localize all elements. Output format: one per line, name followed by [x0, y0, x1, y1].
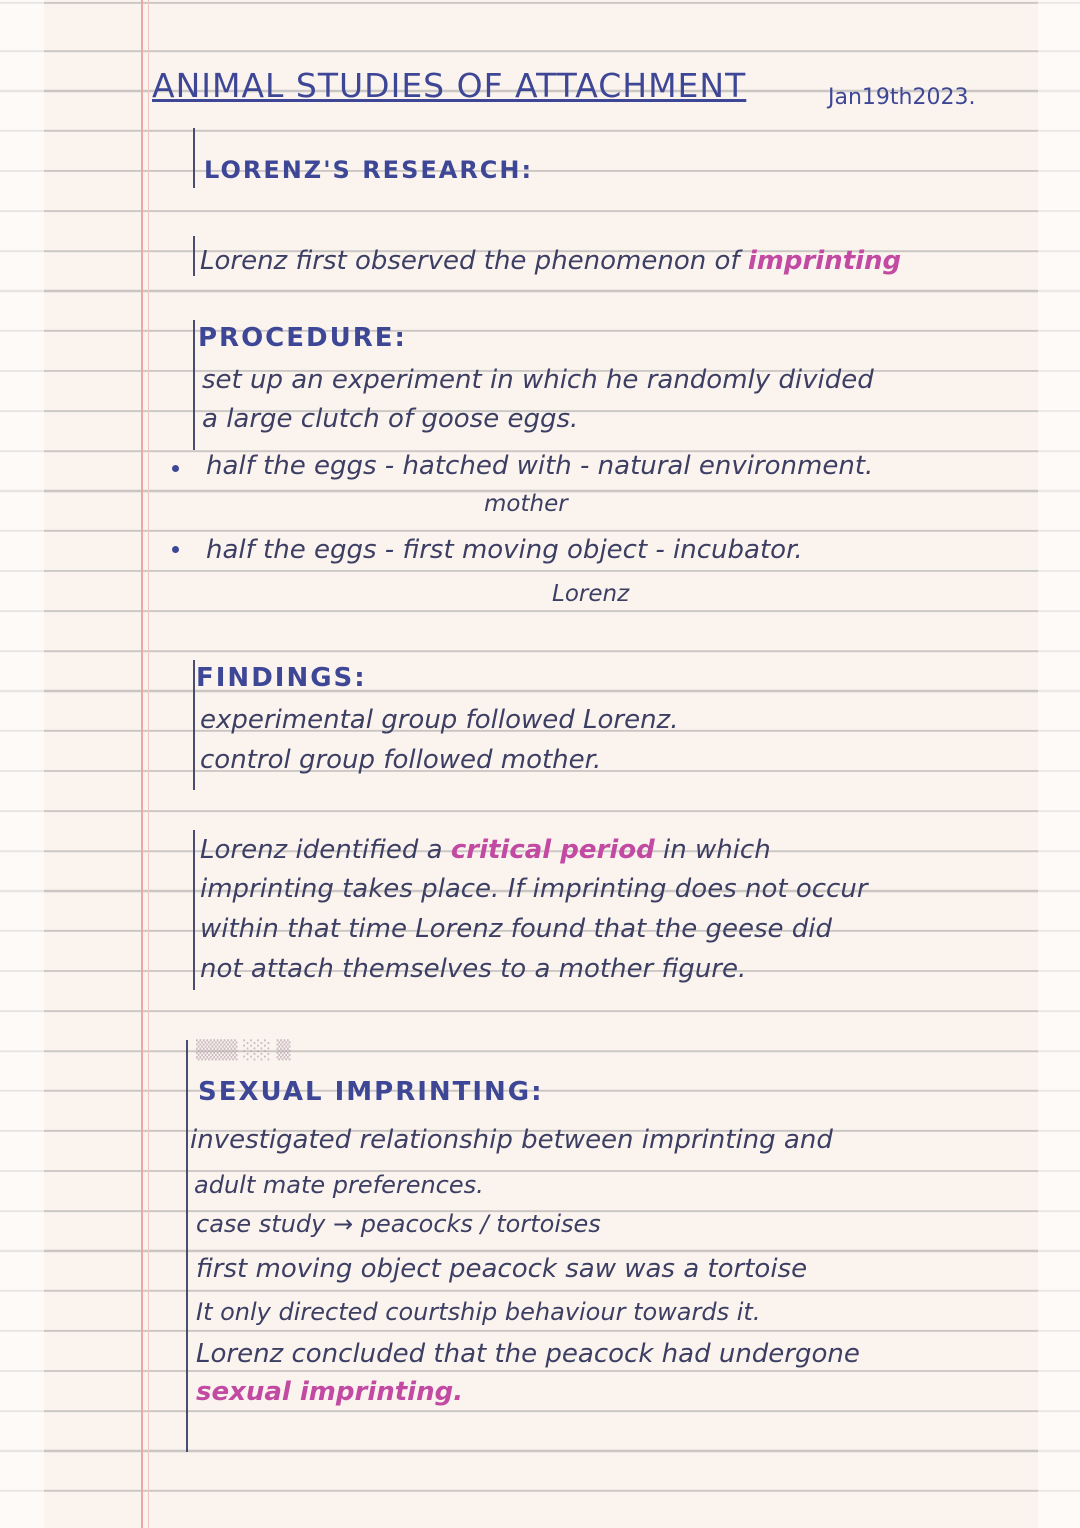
- section-bar-critical: [193, 830, 195, 990]
- critical-line-4: not attach themselves to a mother figure.: [200, 954, 747, 984]
- bullet-2-sub: Lorenz: [552, 581, 630, 607]
- bullet-1-text: half the eggs - hatched with - natural environment.: [206, 451, 874, 481]
- sexual-line-4: first moving object peacock saw was a tortoise: [196, 1254, 808, 1284]
- lorenz-heading: LORENZ'S RESEARCH:: [204, 156, 534, 184]
- sexual-line-2: adult mate preferences.: [194, 1171, 484, 1199]
- sexual-line-6: Lorenz concluded that the peacock had undergone: [196, 1339, 860, 1369]
- critical-pre: Lorenz identified a: [200, 835, 451, 865]
- margin-line: [141, 0, 143, 1528]
- section-bar-procedure: [193, 320, 195, 450]
- intro-highlight: imprinting: [747, 246, 902, 276]
- critical-line-1: [200, 834, 771, 866]
- bullet-1-icon: [172, 465, 179, 472]
- intro-text: Lorenz first observed the phenomenon of: [200, 246, 748, 276]
- page-date: Jan19th2023.: [828, 85, 976, 110]
- critical-post: in which: [654, 835, 771, 865]
- bullet-1-sub: mother: [484, 491, 568, 517]
- critical-line-2: imprinting takes place. If imprinting does not occur: [200, 874, 868, 904]
- intro-line: [200, 245, 901, 277]
- section-bar-lorenz: [193, 128, 195, 188]
- procedure-line-2: a large clutch of goose eggs.: [202, 404, 579, 434]
- sexual-final-highlight: sexual imprinting.: [196, 1377, 464, 1407]
- findings-line-1: experimental group followed Lorenz.: [200, 705, 679, 735]
- sexual-line-1: investigated relationship between imprinting and: [190, 1125, 833, 1155]
- sexual-line-3: case study → peacocks / tortoises: [196, 1210, 601, 1238]
- bullet-2-text: half the eggs - first moving object - incubator.: [206, 535, 803, 565]
- sexual-line-5: It only directed courtship behaviour towards it.: [196, 1298, 761, 1326]
- findings-line-2: control group followed mother.: [200, 745, 602, 775]
- page-left-edge: [0, 0, 44, 1528]
- sexual-heading: SEXUAL IMPRINTING:: [198, 1077, 544, 1107]
- section-bar-findings: [193, 660, 195, 790]
- section-bar-sexual: [186, 1040, 188, 1452]
- findings-heading: FINDINGS:: [196, 663, 367, 693]
- page-title: ANIMAL STUDIES OF ATTACHMENT: [152, 66, 747, 105]
- procedure-heading: PROCEDURE:: [198, 323, 407, 353]
- crossed-out-scribble: ▒▒▒ ░░ ▒: [196, 1040, 291, 1061]
- procedure-line-1: set up an experiment in which he randomly divided: [202, 365, 874, 395]
- page-right-edge: [1038, 0, 1080, 1528]
- section-bar-intro: [193, 236, 195, 276]
- critical-highlight: critical period: [450, 835, 655, 865]
- margin-line-inner: [148, 0, 149, 1528]
- bullet-2-icon: [172, 546, 179, 553]
- critical-line-3: within that time Lorenz found that the geese did: [200, 914, 832, 944]
